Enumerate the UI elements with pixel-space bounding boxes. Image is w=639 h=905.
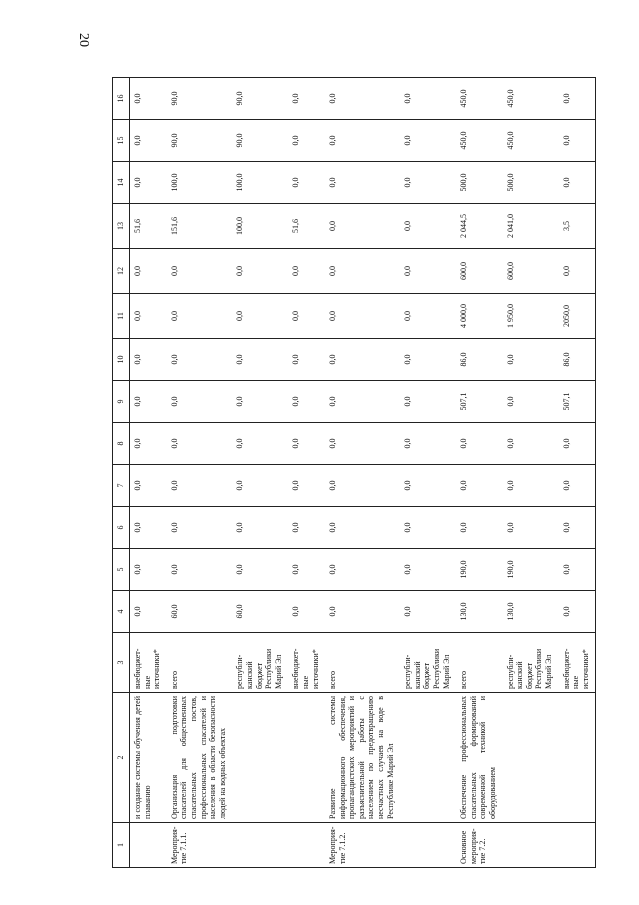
column-header: 1 bbox=[113, 823, 130, 868]
activity-code-cell bbox=[400, 823, 456, 868]
value-cell: 90,0 bbox=[167, 120, 233, 162]
value-cell: 0,0 bbox=[130, 381, 167, 423]
value-cell: 0,0 bbox=[325, 204, 400, 249]
value-cell: 0,0 bbox=[288, 294, 325, 339]
value-cell: 0,0 bbox=[325, 465, 400, 507]
value-cell: 100,0 bbox=[167, 162, 233, 204]
value-cell: 0,0 bbox=[167, 339, 233, 381]
value-cell: 0,0 bbox=[559, 120, 596, 162]
column-header: 11 bbox=[113, 294, 130, 339]
funding-source-cell: всего bbox=[167, 633, 233, 693]
value-cell: 190,0 bbox=[503, 549, 559, 591]
value-cell: 0,0 bbox=[503, 465, 559, 507]
table-row bbox=[288, 78, 325, 868]
value-cell: 0,0 bbox=[232, 381, 288, 423]
page-number: 20 bbox=[76, 33, 91, 47]
value-cell: 1 950,0 bbox=[503, 294, 559, 339]
value-cell: 0,0 bbox=[167, 465, 233, 507]
value-cell: 0,0 bbox=[288, 381, 325, 423]
value-cell: 0,0 bbox=[288, 339, 325, 381]
value-cell: 0,0 bbox=[232, 249, 288, 294]
value-cell: 0,0 bbox=[325, 294, 400, 339]
value-cell: 86,0 bbox=[456, 339, 502, 381]
value-cell: 0,0 bbox=[325, 423, 400, 465]
funding-source-cell: республи-канский бюджет Республики Марий Эл bbox=[232, 633, 288, 693]
value-cell: 0,0 bbox=[232, 294, 288, 339]
value-cell: 0,0 bbox=[325, 78, 400, 120]
value-cell: 500,0 bbox=[456, 162, 502, 204]
value-cell: 0,0 bbox=[130, 591, 167, 633]
value-cell: 0,0 bbox=[400, 249, 456, 294]
value-cell: 0,0 bbox=[559, 423, 596, 465]
value-cell: 600,0 bbox=[503, 249, 559, 294]
activity-name-cell bbox=[232, 693, 288, 823]
value-cell: 0,0 bbox=[130, 249, 167, 294]
activity-code-cell bbox=[130, 823, 167, 868]
value-cell: 0,0 bbox=[130, 120, 167, 162]
value-cell: 0,0 bbox=[559, 507, 596, 549]
rotated-page bbox=[112, 78, 607, 868]
column-header: 14 bbox=[113, 162, 130, 204]
value-cell: 0,0 bbox=[559, 591, 596, 633]
value-cell: 0,0 bbox=[400, 162, 456, 204]
value-cell: 60,0 bbox=[232, 591, 288, 633]
value-cell: 0,0 bbox=[503, 381, 559, 423]
value-cell: 51,6 bbox=[288, 204, 325, 249]
value-cell: 0,0 bbox=[325, 339, 400, 381]
table-row bbox=[503, 78, 559, 868]
value-cell: 0,0 bbox=[232, 549, 288, 591]
value-cell: 0,0 bbox=[130, 294, 167, 339]
column-header: 5 bbox=[113, 549, 130, 591]
value-cell: 0,0 bbox=[325, 249, 400, 294]
value-cell: 0,0 bbox=[559, 78, 596, 120]
value-cell: 0,0 bbox=[559, 249, 596, 294]
value-cell: 0,0 bbox=[130, 507, 167, 549]
activity-name-cell bbox=[400, 693, 456, 823]
column-header: 8 bbox=[113, 423, 130, 465]
value-cell: 100,0 bbox=[232, 162, 288, 204]
value-cell: 90,0 bbox=[232, 120, 288, 162]
value-cell: 0,0 bbox=[288, 162, 325, 204]
value-cell: 0,0 bbox=[130, 78, 167, 120]
funding-source-cell: всего bbox=[325, 633, 400, 693]
activity-code-cell bbox=[559, 823, 596, 868]
column-header: 6 bbox=[113, 507, 130, 549]
value-cell: 507,1 bbox=[456, 381, 502, 423]
value-cell: 90,0 bbox=[167, 78, 233, 120]
value-cell: 0,0 bbox=[232, 465, 288, 507]
value-cell: 151,6 bbox=[167, 204, 233, 249]
value-cell: 0,0 bbox=[325, 591, 400, 633]
value-cell: 0,0 bbox=[167, 423, 233, 465]
value-cell: 0,0 bbox=[325, 120, 400, 162]
value-cell: 0,0 bbox=[288, 249, 325, 294]
table-row bbox=[559, 78, 596, 868]
value-cell: 0,0 bbox=[400, 339, 456, 381]
value-cell: 0,0 bbox=[130, 549, 167, 591]
value-cell: 0,0 bbox=[130, 465, 167, 507]
column-header: 16 bbox=[113, 78, 130, 120]
value-cell: 3,5 bbox=[559, 204, 596, 249]
column-header: 15 bbox=[113, 120, 130, 162]
value-cell: 0,0 bbox=[503, 423, 559, 465]
activity-code-cell: Мероприя-тие 7.1.2. bbox=[325, 823, 400, 868]
value-cell: 86,0 bbox=[559, 339, 596, 381]
value-cell: 0,0 bbox=[325, 162, 400, 204]
value-cell: 0,0 bbox=[559, 549, 596, 591]
value-cell: 51,6 bbox=[130, 204, 167, 249]
value-cell: 130,0 bbox=[503, 591, 559, 633]
activity-name-cell: Развитие системы информационного обеспечения, пропагандистских мероприятий и разъяснительной работы с населением по предотвращению несчастных случаев на воде в Республике Марий Эл bbox=[325, 693, 400, 823]
value-cell: 450,0 bbox=[503, 120, 559, 162]
column-header: 10 bbox=[113, 339, 130, 381]
activity-name-cell: и создание системы обучения детей плаванию bbox=[130, 693, 167, 823]
value-cell: 0,0 bbox=[400, 423, 456, 465]
funding-source-cell: внебюджет-ные источники* bbox=[559, 633, 596, 693]
funding-source-cell: внебюджет-ные источники* bbox=[130, 633, 167, 693]
activity-code-cell bbox=[288, 823, 325, 868]
value-cell: 0,0 bbox=[167, 507, 233, 549]
value-cell: 0,0 bbox=[456, 465, 502, 507]
value-cell: 0,0 bbox=[400, 294, 456, 339]
activity-name-cell bbox=[559, 693, 596, 823]
table-row bbox=[232, 78, 288, 868]
value-cell: 0,0 bbox=[325, 507, 400, 549]
value-cell: 0,0 bbox=[400, 120, 456, 162]
value-cell: 0,0 bbox=[288, 465, 325, 507]
value-cell: 0,0 bbox=[503, 507, 559, 549]
value-cell: 0,0 bbox=[456, 423, 502, 465]
value-cell: 450,0 bbox=[456, 120, 502, 162]
value-cell: 0,0 bbox=[167, 549, 233, 591]
value-cell: 0,0 bbox=[167, 249, 233, 294]
value-cell: 0,0 bbox=[325, 549, 400, 591]
activity-name-cell: Обеспечение профессиональных спасательных формирований современной техникой и оборудованием bbox=[456, 693, 502, 823]
column-header: 12 bbox=[113, 249, 130, 294]
header-row bbox=[113, 78, 130, 868]
value-cell: 0,0 bbox=[288, 549, 325, 591]
value-cell: 0,0 bbox=[232, 507, 288, 549]
activity-code-cell bbox=[503, 823, 559, 868]
value-cell: 0,0 bbox=[288, 78, 325, 120]
value-cell: 130,0 bbox=[456, 591, 502, 633]
value-cell: 2 044,5 bbox=[456, 204, 502, 249]
budget-table bbox=[112, 77, 596, 868]
value-cell: 0,0 bbox=[167, 381, 233, 423]
value-cell: 0,0 bbox=[400, 549, 456, 591]
value-cell: 0,0 bbox=[559, 465, 596, 507]
table-row bbox=[400, 78, 456, 868]
value-cell: 190,0 bbox=[456, 549, 502, 591]
value-cell: 450,0 bbox=[503, 78, 559, 120]
value-cell: 0,0 bbox=[503, 339, 559, 381]
value-cell: 0,0 bbox=[400, 465, 456, 507]
table-row bbox=[167, 78, 233, 868]
value-cell: 0,0 bbox=[288, 423, 325, 465]
activity-name-cell bbox=[288, 693, 325, 823]
value-cell: 0,0 bbox=[288, 120, 325, 162]
activity-code-cell: Мероприя-тие 7.1.1. bbox=[167, 823, 233, 868]
column-header: 2 bbox=[113, 693, 130, 823]
value-cell: 0,0 bbox=[400, 204, 456, 249]
value-cell: 0,0 bbox=[400, 381, 456, 423]
value-cell: 507,1 bbox=[559, 381, 596, 423]
value-cell: 0,0 bbox=[288, 507, 325, 549]
value-cell: 2050,0 bbox=[559, 294, 596, 339]
table-row bbox=[456, 78, 502, 868]
activity-code-cell bbox=[232, 823, 288, 868]
value-cell: 60,0 bbox=[167, 591, 233, 633]
value-cell: 4 000,0 bbox=[456, 294, 502, 339]
column-header: 7 bbox=[113, 465, 130, 507]
funding-source-cell: внебюджет-ные источники* bbox=[288, 633, 325, 693]
value-cell: 500,0 bbox=[503, 162, 559, 204]
value-cell: 0,0 bbox=[130, 162, 167, 204]
activity-code-cell: Основное мероприя-тие 7.2. bbox=[456, 823, 502, 868]
value-cell: 2 041,0 bbox=[503, 204, 559, 249]
column-header: 3 bbox=[113, 633, 130, 693]
value-cell: 100,0 bbox=[232, 204, 288, 249]
funding-source-cell: республи-канский бюджет Республики Марий Эл bbox=[503, 633, 559, 693]
value-cell: 0,0 bbox=[325, 381, 400, 423]
value-cell: 0,0 bbox=[559, 162, 596, 204]
value-cell: 0,0 bbox=[400, 507, 456, 549]
table-row bbox=[325, 78, 400, 868]
value-cell: 0,0 bbox=[400, 78, 456, 120]
value-cell: 90,0 bbox=[232, 78, 288, 120]
value-cell: 0,0 bbox=[167, 294, 233, 339]
value-cell: 0,0 bbox=[232, 423, 288, 465]
value-cell: 0,0 bbox=[130, 339, 167, 381]
column-header: 4 bbox=[113, 591, 130, 633]
funding-source-cell: республи-канский бюджет Республики Марий Эл bbox=[400, 633, 456, 693]
value-cell: 0,0 bbox=[400, 591, 456, 633]
value-cell: 0,0 bbox=[288, 591, 325, 633]
activity-name-cell bbox=[503, 693, 559, 823]
value-cell: 450,0 bbox=[456, 78, 502, 120]
column-header: 9 bbox=[113, 381, 130, 423]
table-row bbox=[130, 78, 167, 868]
activity-name-cell: Организация подготовки спасателей для общественных спасательных постов, профессиональных спасателей и населения в области безопасности людей на водных объектах bbox=[167, 693, 233, 823]
value-cell: 600,0 bbox=[456, 249, 502, 294]
value-cell: 0,0 bbox=[130, 423, 167, 465]
value-cell: 0,0 bbox=[232, 339, 288, 381]
column-header: 13 bbox=[113, 204, 130, 249]
value-cell: 0,0 bbox=[456, 507, 502, 549]
funding-source-cell: всего bbox=[456, 633, 502, 693]
